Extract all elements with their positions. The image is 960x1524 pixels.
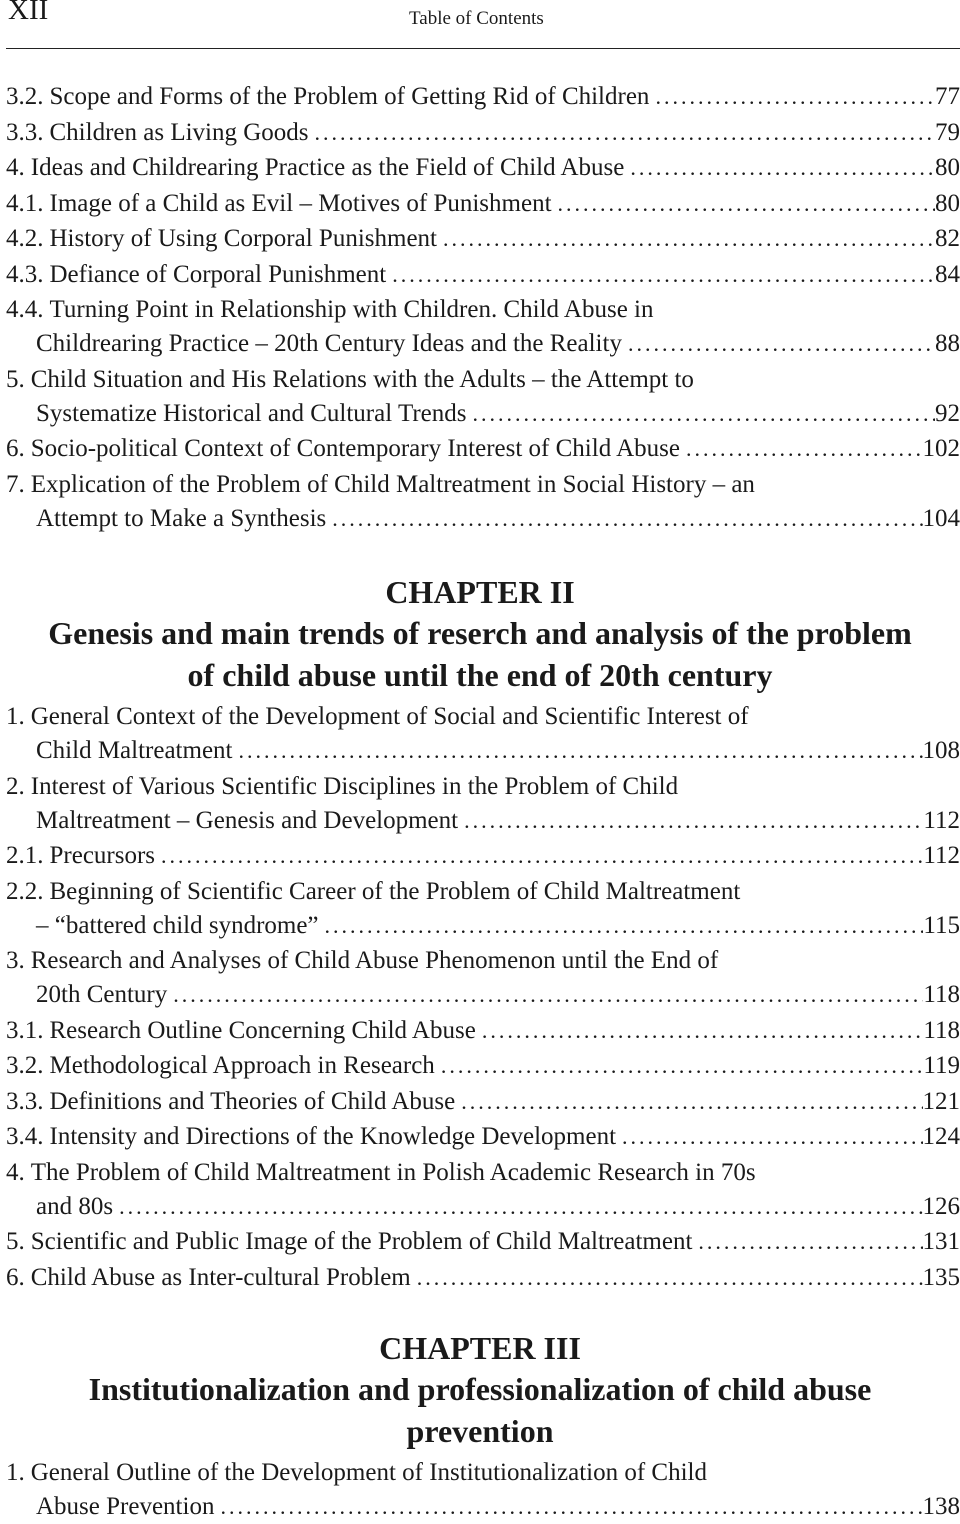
toc-entry-number: 3.2. [6,1049,50,1083]
toc-page-number: 112 [923,804,960,838]
toc-entry-title: Definitions and Theories of Child Abuse [50,1085,456,1119]
toc-entry-title: Interest of Various Scientific Disciplines in the Problem of Child [31,770,678,804]
toc-page-number: 77 [935,80,960,114]
toc-entry-line [6,944,960,978]
toc-entry [6,700,960,768]
toc-page-number: 118 [923,978,960,1012]
toc-entry [6,1261,960,1295]
toc-page-number: 118 [923,1014,960,1048]
toc-entry-number: 5. [6,1225,31,1259]
toc-entry-title: Socio-political Context of Contemporary Interest of Child Abuse [31,432,680,466]
toc-entry-number: 2.2. [6,875,50,909]
dot-leader [113,1190,922,1224]
toc-entry-title: Methodological Approach in Research [50,1049,435,1083]
chapter-title-line: prevention [0,1410,960,1452]
toc-entry [6,80,960,114]
toc-entry [6,770,960,838]
dot-leader [319,909,924,943]
toc-entry [6,1456,960,1524]
dot-leader [214,1490,922,1524]
chapter-title-line: of child abuse until the end of 20th century [0,654,960,696]
chapter-title-line: Institutionalization and professionalization of child abuse [0,1368,960,1410]
toc-entry-number: 6. [6,1261,31,1295]
toc-entry-line [6,734,960,768]
toc-entry-title: History of Using Corporal Punishment [50,222,438,256]
dot-leader [692,1225,922,1259]
toc-entry-title: Child Abuse as Inter-cultural Problem [31,1261,411,1295]
toc-page-number: 102 [923,432,960,466]
dot-leader [411,1261,923,1295]
toc-entry [6,468,960,536]
toc-entry-title: Abuse Prevention [6,1490,214,1524]
toc-page-number: 82 [935,222,960,256]
dot-leader [309,116,935,150]
toc-entry-title: Childrearing Practice – 20th Century Ideas and the Reality [6,327,622,361]
toc-page-number: 119 [923,1049,960,1083]
toc-entry [6,1085,960,1119]
toc-entry-number: 3.2. [6,80,50,114]
toc-entry-line [6,909,960,943]
toc-entry-line [6,187,960,221]
toc-page-number: 124 [923,1120,960,1154]
toc-entry-line [6,700,960,734]
toc-page-number: 126 [923,1190,960,1224]
dot-leader [649,80,935,114]
toc-entry-line [6,80,960,114]
toc-entry-number: 2.1. [6,839,50,873]
toc-page-number: 108 [923,734,960,768]
toc-entry [6,222,960,256]
toc-entry [6,875,960,943]
toc-entry-line [6,1156,960,1190]
toc-entry-title: General Outline of the Development of Institutionalization of Child [31,1456,707,1490]
dot-leader [435,1049,924,1083]
toc-entry-line [6,397,960,431]
toc-entry-number: 7. [6,468,31,502]
toc-entry-title: Intensity and Directions of the Knowledge Development [50,1120,617,1154]
toc-entry [6,1225,960,1259]
toc-page-number: 115 [923,909,960,943]
toc-entry [6,293,960,361]
toc-entry-number: 3.3. [6,116,50,150]
dot-leader [437,222,935,256]
toc-entry-title: Precursors [50,839,156,873]
dot-leader [458,804,923,838]
dot-leader [680,432,923,466]
toc-entry-number: 6. [6,432,31,466]
chapter-ii-heading [0,572,960,696]
toc-entry-number: 4. [6,1156,31,1190]
toc-entry-number: 3.1. [6,1014,50,1048]
toc-entry [6,1014,960,1048]
toc-entry-title: General Context of the Development of Social and Scientific Interest of [31,700,749,734]
toc-entry [6,258,960,292]
toc-entry [6,839,960,873]
toc-entry-title: and 80s [6,1190,113,1224]
toc-entry-number: 1. [6,700,31,734]
dot-leader [155,839,923,873]
dot-leader [624,151,935,185]
toc-entry-title: Beginning of Scientific Career of the Problem of Child Maltreatment [50,875,741,909]
toc-entry-line [6,1190,960,1224]
toc-entry-title: Ideas and Childrearing Practice as the Field of Child Abuse [31,151,625,185]
toc-entry-line [6,116,960,150]
toc-entry-line [6,1120,960,1154]
toc-entry-title: Child Situation and His Relations with the Adults – the Attempt to [31,363,694,397]
toc-entry-line [6,1014,960,1048]
toc-page-number: 80 [935,187,960,221]
toc-page-number: 121 [923,1085,960,1119]
toc-entry-line [6,1225,960,1259]
toc-entry [6,944,960,1012]
toc-entry-line [6,875,960,909]
toc-entry-title: Maltreatment – Genesis and Development [6,804,458,838]
toc-page-number: 92 [935,397,960,431]
toc-entry-number: 4.4. [6,293,50,327]
dot-leader [467,397,935,431]
toc-entry-line [6,978,960,1012]
toc-entry-line [6,222,960,256]
toc-entry [6,151,960,185]
toc-entry [6,1120,960,1154]
dot-leader [167,978,923,1012]
toc-entry-line [6,502,960,536]
toc-entry [6,1156,960,1224]
toc-entry-line [6,1049,960,1083]
toc-entry-number: 3.3. [6,1085,50,1119]
toc-entry-title: Scope and Forms of the Problem of Getting Rid of Children [50,80,650,114]
toc-page-number: 79 [935,116,960,150]
toc-entry-line [6,432,960,466]
toc-entry-title: Research Outline Concerning Child Abuse [50,1014,476,1048]
toc-page-number: 135 [923,1261,960,1295]
toc-entry-line [6,293,960,327]
toc-entry-line [6,1456,960,1490]
dot-leader [455,1085,922,1119]
toc-entry-line [6,1261,960,1295]
toc-entry-line [6,327,960,361]
toc-entry-title: Systematize Historical and Cultural Trends [6,397,467,431]
toc-entry [6,1049,960,1083]
chapter-title-line: Genesis and main trends of reserch and analysis of the problem [0,612,960,654]
toc-entry-line [6,804,960,838]
toc-entry [6,116,960,150]
dot-leader [326,502,922,536]
toc-page-number: 112 [923,839,960,873]
page-header [6,0,960,49]
toc-page-number: 131 [923,1225,960,1259]
chapter-iii-heading [0,1328,960,1452]
toc-entry-line [6,151,960,185]
dot-leader [476,1014,924,1048]
toc-page-number: 80 [935,151,960,185]
toc-entry-number: 2. [6,770,31,804]
toc-entry-line [6,770,960,804]
toc-entry-title: – “battered child syndrome” [6,909,319,943]
toc-entry-number: 4.1. [6,187,50,221]
toc-entry-number: 4.2. [6,222,50,256]
toc-entry-title: Children as Living Goods [50,116,309,150]
toc-entry-number: 1. [6,1456,31,1490]
toc-entry-title: 20th Century [6,978,167,1012]
chapter-label: CHAPTER II [0,572,960,612]
toc-entry [6,432,960,466]
toc-entry-title: Child Maltreatment [6,734,232,768]
toc-entry-title: Research and Analyses of Child Abuse Phenomenon until the End of [31,944,718,978]
toc-entry-line [6,839,960,873]
toc-page-number: 104 [923,502,960,536]
toc-entry [6,363,960,431]
toc-entry-line [6,363,960,397]
toc-entry-title: Turning Point in Relationship with Children. Child Abuse in [50,293,654,327]
toc-entry-title: The Problem of Child Maltreatment in Polish Academic Research in 70s [31,1156,756,1190]
dot-leader [386,258,935,292]
toc-entry-title: Image of a Child as Evil – Motives of Punishment [50,187,552,221]
toc-entry-line [6,1490,960,1524]
toc-page-number: 84 [935,258,960,292]
page-number: XII [8,0,48,27]
toc-entry-number: 3. [6,944,31,978]
toc-entry-line [6,468,960,502]
toc-entry-number: 4. [6,151,31,185]
toc-page-number: 138 [923,1490,960,1524]
dot-leader [552,187,935,221]
toc-entry-number: 3.4. [6,1120,50,1154]
toc-page-number: 88 [935,327,960,361]
toc-entry-line [6,1085,960,1119]
toc-entry [6,187,960,221]
chapter-label: CHAPTER III [0,1328,960,1368]
toc-entry-number: 5. [6,363,31,397]
dot-leader [232,734,922,768]
toc-entry-title: Attempt to Make a Synthesis [6,502,326,536]
toc-entry-title: Explication of the Problem of Child Maltreatment in Social History – an [31,468,755,502]
running-title: Table of Contents [409,8,544,30]
toc-entry-title: Scientific and Public Image of the Problem of Child Maltreatment [31,1225,693,1259]
dot-leader [616,1120,922,1154]
toc-entry-title: Defiance of Corporal Punishment [50,258,387,292]
dot-leader [622,327,935,361]
toc-entry-number: 4.3. [6,258,50,292]
toc-entry-line [6,258,960,292]
